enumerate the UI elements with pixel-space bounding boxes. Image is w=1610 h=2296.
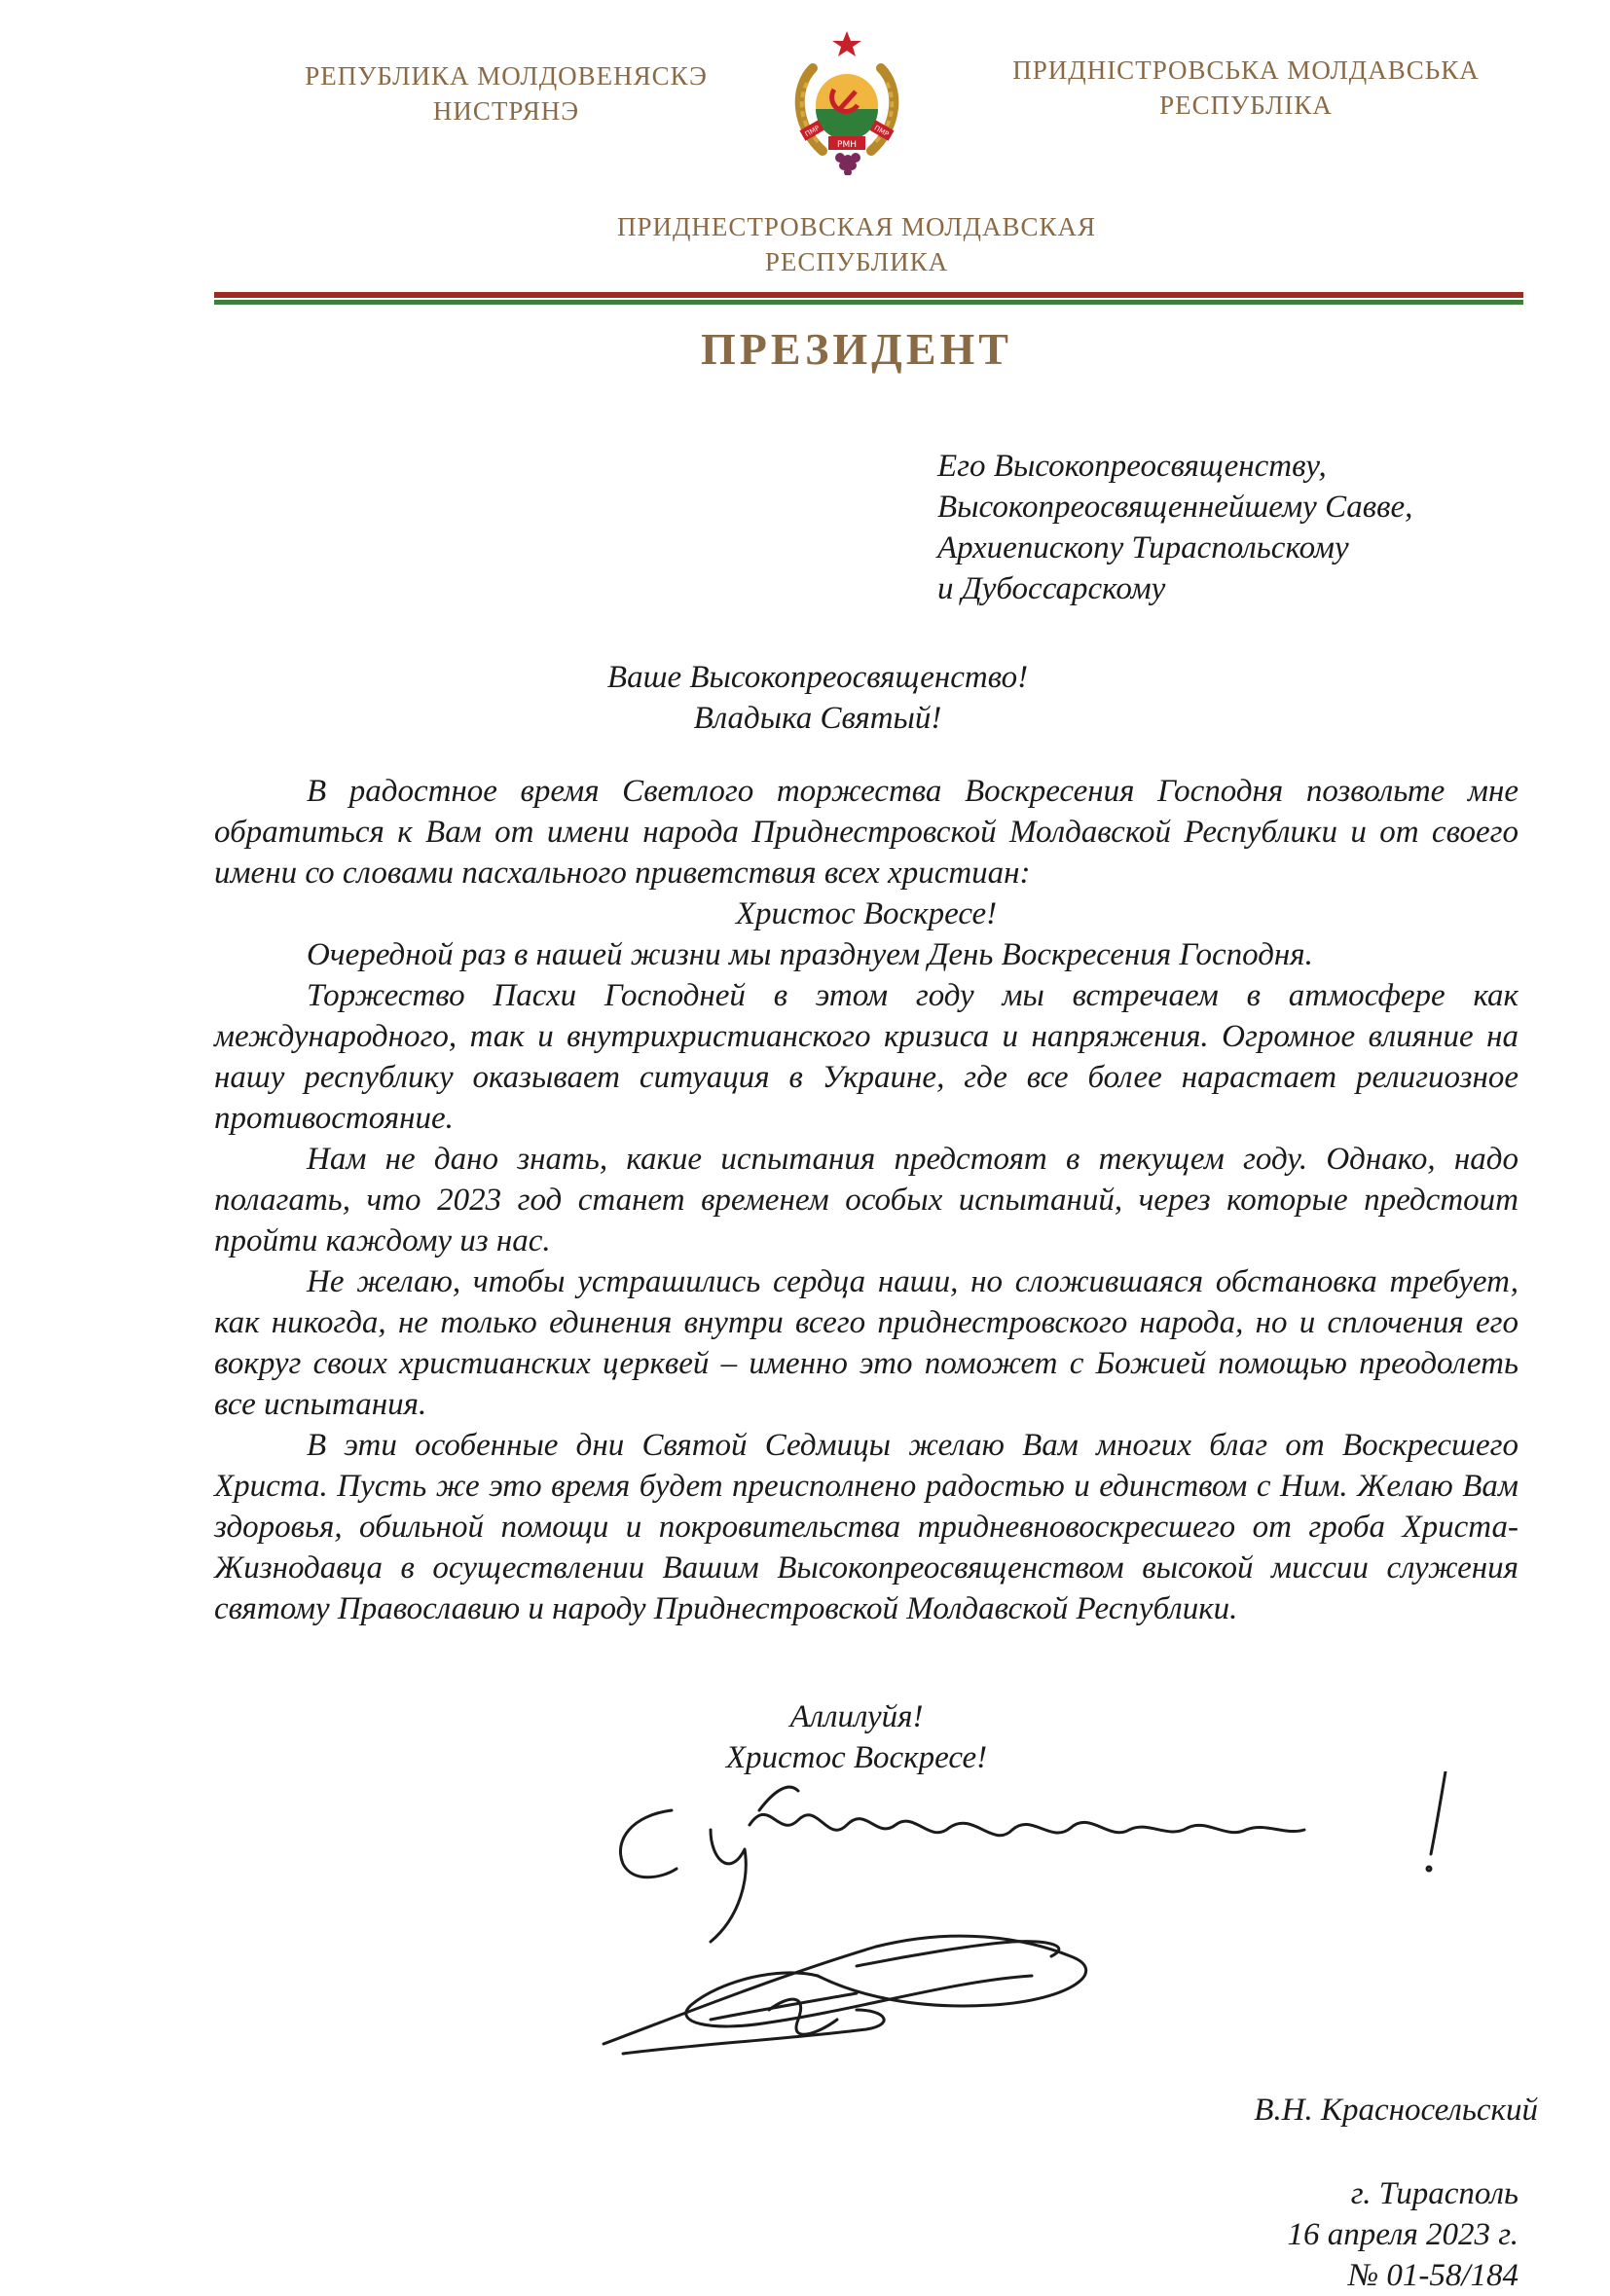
date: 16 апреля 2023 г.: [1287, 2217, 1519, 2252]
closing-line: Аллилуйя!: [789, 1699, 924, 1734]
salutation-block: [389, 657, 1246, 739]
body-paragraph: Не желаю, чтобы устрашились сердца наши, но сложившаяся обстановка требует, как никогда, не только единения внутри всего приднестровского народа, но и сплочения его вокруг своих христианских церквей – именно это поможет с Божией помощью преодолеть все испытания.: [214, 1264, 1519, 1422]
addressee-block: [937, 446, 1560, 609]
header-left-block: [253, 58, 759, 128]
body-paragraph: В эти особенные дни Святой Седмицы желаю Вам многих благ от Воскресшего Христа. Пусть же это время будет преисполнено радостью и единством с Ним. Желаю Вам здоровья, обильной помощи и покровительства тридневновоскресшего от гроба Христа-Жизнодавца в осуществлении Вашим Высокопреосвященством высокой миссии служения святому Православию и народу Приднестровской Молдавской Республики.: [214, 1428, 1519, 1626]
body-paragraph: Нам не дано знать, какие испытания предстоят в текущем году. Однако, надо полагать, что 2023 год станет временем особых испытаний, через которые предстоит пройти каждому из нас.: [214, 1142, 1519, 1258]
header-center-block: [545, 209, 1168, 279]
handwritten-signature: [565, 1771, 1557, 2093]
header-rule-green: [214, 300, 1523, 305]
header-rule-red: [214, 292, 1523, 298]
salutation-line: Ваше Высокопреосвященство!: [606, 660, 1029, 695]
document-number: № 01-58/184: [1347, 2258, 1519, 2293]
emblem-text-right: ПМР: [872, 124, 891, 139]
place-date-block: [1110, 2173, 1519, 2296]
addressee-line: Его Высокопреосвященству,: [937, 449, 1327, 484]
body-paragraph: В радостное время Светлого торжества Воскресения Господня позвольте мне обратиться к Вам от имени народа Приднестровской Молдавской Республики и от своего имени со словами пасхального приветствия всех христиан:: [214, 774, 1519, 891]
addressee-line: Высокопреосвященнейшему Савве,: [937, 490, 1413, 525]
body-paragraph: Торжество Пасхи Господней в этом году мы встречаем в атмосфере как международного, так и внутрихристианского кризиса и напряжения. Огромное влияние на нашу республику оказывает ситуация в Украине, где все более нарастает религиозное противостояние.: [214, 978, 1519, 1136]
signer-name: В.Н. Красносельский: [1254, 2093, 1538, 2128]
header-right-line1: ПРИДНІСТРОВСЬКА МОЛДАВСЬКА: [1012, 55, 1480, 85]
header-left-line1: РЕПУБЛИКА МОЛДОВЕНЯСКЭ: [305, 61, 708, 91]
body-paragraph-exclamation: Христос Воскресе!: [735, 896, 998, 931]
header-left-line2: НИСТРЯНЭ: [432, 96, 580, 126]
header-center-line2: РЕСПУБЛИКА: [764, 247, 949, 276]
header-center-line1: ПРИДНЕСТРОВСКАЯ МОЛДАВСКАЯ: [617, 212, 1096, 241]
closing-line: Христос Воскресе!: [725, 1740, 988, 1775]
emblem-text-left: ПМР: [803, 124, 822, 139]
place: г. Тирасполь: [1350, 2176, 1519, 2211]
page-title: ПРЕЗИДЕНТ: [701, 324, 1012, 374]
letter-body: [214, 771, 1519, 1629]
addressee-line: Архиепископу Тираспольскому: [937, 530, 1349, 565]
addressee-line: и Дубоссарскому: [937, 571, 1166, 606]
pmr-coat-of-arms-icon: [784, 29, 910, 175]
emblem-text-bottom: РМН: [837, 140, 857, 150]
salutation-line: Владыка Святый!: [693, 701, 942, 736]
header-right-block: [973, 53, 1519, 123]
header-right-line2: РЕСПУБЛІКА: [1159, 91, 1333, 120]
closing-block: [584, 1696, 1129, 1778]
body-paragraph: Очередной раз в нашей жизни мы празднуем День Воскресения Господня.: [307, 937, 1313, 972]
